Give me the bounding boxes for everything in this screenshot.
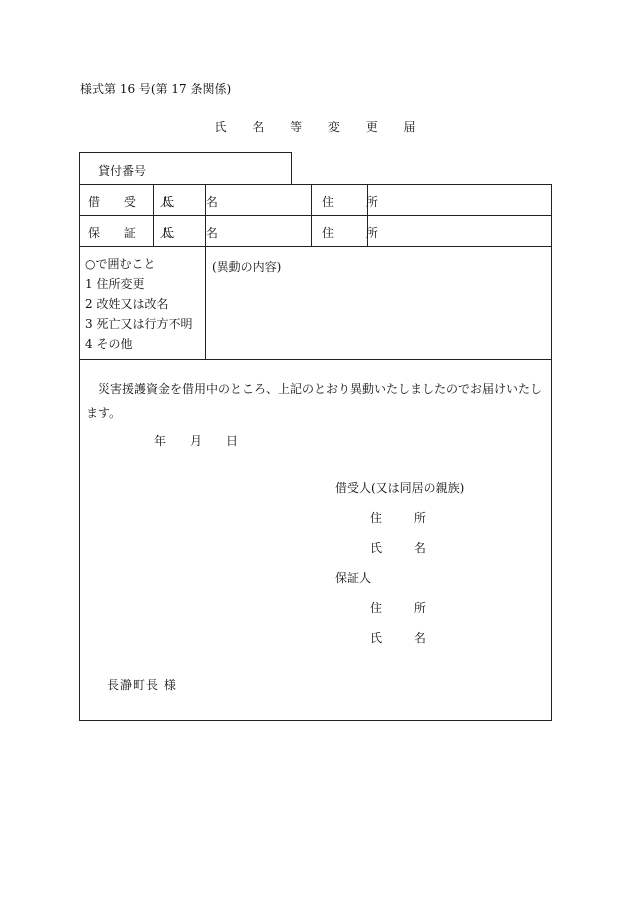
choice-death-missing[interactable]: 3 死亡又は行方不明 — [85, 317, 193, 331]
date-year: 年 — [154, 434, 167, 448]
change-details-field[interactable] — [206, 276, 550, 358]
change-details-label: (異動の内容) — [212, 260, 282, 274]
addressee: 長瀞町長 様 — [107, 678, 177, 692]
guarantor-name-field[interactable] — [206, 216, 310, 245]
guarantor-name-label: 氏 名 — [162, 226, 232, 240]
change-type-list — [85, 254, 192, 354]
guarantor-sign-name-label: 氏 名 — [370, 631, 440, 645]
choice-other[interactable]: 4 その他 — [85, 337, 133, 351]
guarantor-address-field[interactable] — [368, 216, 550, 245]
borrower-name-label: 氏 名 — [162, 195, 232, 209]
choice-name-change[interactable]: 2 改姓又は改名 — [85, 297, 169, 311]
choice-instruction: ○で囲むこと — [85, 257, 156, 271]
borrower-address-field[interactable] — [368, 185, 550, 214]
borrower-role-label: 借 受 人 — [88, 195, 182, 209]
borrower-sign-heading: 借受人(又は同居の親族) — [335, 481, 465, 495]
loan-number-label: 貸付番号 — [98, 164, 147, 178]
date-month: 月 — [190, 434, 203, 448]
date-day: 日 — [226, 434, 239, 448]
statement-text: 災害援護資金を借用中のところ、上記のとおり異動いたしましたのでお届けいたします。 — [86, 382, 543, 420]
choice-address-change[interactable]: 1 住所変更 — [85, 277, 145, 291]
guarantor-address-label: 住 所 — [322, 226, 392, 240]
guarantor-role-label: 保 証 人 — [88, 226, 182, 240]
borrower-address-label: 住 所 — [322, 195, 392, 209]
borrower-name-field[interactable] — [206, 185, 310, 214]
guarantor-sign-address-label: 住 所 — [370, 601, 440, 615]
guarantor-sign-heading: 保証人 — [335, 571, 372, 585]
form-number: 様式第 16 号(第 17 条関係) — [80, 82, 232, 96]
borrower-sign-name-label: 氏 名 — [370, 541, 440, 555]
document-title: 氏 名 等 変 更 届 — [214, 120, 427, 134]
borrower-sign-address-label: 住 所 — [370, 511, 440, 525]
